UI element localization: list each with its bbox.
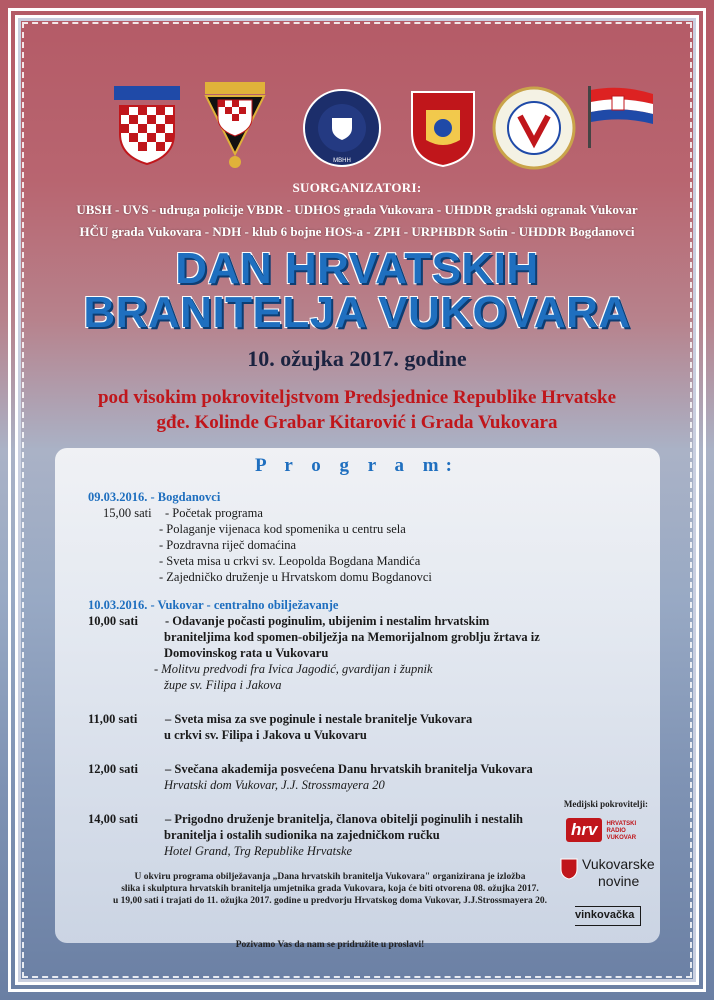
police-association-icon bbox=[302, 88, 382, 168]
day-1-first: - Početak programa bbox=[165, 506, 263, 520]
title-line-1: DAN HRVATSKIH bbox=[175, 244, 539, 293]
event-1 bbox=[88, 613, 648, 629]
logos-row bbox=[112, 78, 652, 178]
event-2-line-2: u crkvi sv. Filipa i Jakova u Vukovaru bbox=[164, 728, 367, 742]
day-1-time: 15,00 sati bbox=[103, 506, 152, 520]
day-2-header: 10.03.2016. - Vukovar - centralno obilježavanje bbox=[88, 598, 339, 612]
event-1-note-2: župe sv. Filipa i Jakova bbox=[164, 678, 282, 692]
note-line-1: U okviru programa obilježavanja „Dana hrvatskih branitelja Vukovara" organizirana je izložba bbox=[134, 872, 526, 882]
vk-logo-text: vinkovačka bbox=[575, 906, 641, 926]
event-2 bbox=[88, 711, 648, 727]
event-3-time: 12,00 sati bbox=[88, 762, 138, 776]
croatian-flag-icon bbox=[586, 84, 656, 150]
note-line-2: slika i skulptura hrvatskih branitelja umjetnika grada Vukovara, koja će biti otvorena 08. ožujka 2017. bbox=[121, 884, 539, 894]
hrv-logo-sub: HRVATSKI RADIO VUKOVAR bbox=[606, 820, 637, 841]
hrv-logo-mark: hrv bbox=[566, 818, 602, 842]
event-3-line-1: – Svečana akademija posvećena Danu hrvatskih branitelja Vukovara bbox=[165, 762, 533, 776]
page-title bbox=[40, 244, 674, 337]
media-sponsors-label: Medijski pokrovitelji: bbox=[563, 799, 648, 809]
coorganizers-line-2: HČU grada Vukovara - NDH - klub 6 bojne HOS-a - ZPH - URPHBDR Sotin - UHDDR Bogdanovci bbox=[79, 224, 635, 239]
vinkovacka-logo bbox=[575, 905, 655, 935]
event-1-line-1: - Odavanje počasti poginulim, ubijenim i nestalim hrvatskim bbox=[165, 614, 490, 628]
croatian-coat-of-arms-icon bbox=[112, 86, 182, 166]
exhibition-note bbox=[100, 871, 560, 907]
svg-text:MBHH: MBHH bbox=[333, 158, 351, 164]
vukovarske-novine-logo bbox=[560, 856, 680, 894]
coorganizers-line-1: UBSH - UVS - udruga policije VBDR - UDHOS grada Vukovara - UHDDR gradski ogranak Vukovar bbox=[76, 202, 638, 217]
patronage-line-1: pod visokim pokroviteljstvom Predsjednice Republike Hrvatske bbox=[97, 387, 617, 408]
coorganizers-label: SUORGANIZATORI: bbox=[292, 180, 422, 195]
patronage-line-2: gđe. Kolinde Grabar Kitarović i Grada Vukovara bbox=[156, 412, 558, 433]
event-4-line-2: branitelja i ostalih sudionika na zajedničkom ručku bbox=[164, 828, 440, 842]
event-1-note-1: - Molitvu predvodi fra Ivica Jagodić, gvardijan i župnik bbox=[154, 662, 433, 676]
event-1-time: 10,00 sati bbox=[88, 614, 138, 628]
event-2-line-1: – Sveta misa za sve poginule i nestale branitelje Vukovara bbox=[165, 712, 473, 726]
program-heading: P r o g r a m: bbox=[255, 455, 459, 476]
event-4 bbox=[88, 811, 648, 827]
vukovar-coat-of-arms-icon bbox=[408, 88, 478, 168]
event-2-time: 11,00 sati bbox=[88, 712, 138, 726]
hrv-radio-logo bbox=[566, 818, 676, 848]
vukovar-shield-icon bbox=[560, 858, 578, 880]
hos-emblem-icon bbox=[200, 82, 270, 170]
day-1-item: - Zajedničko druženje u Hrvatskom domu Bogdanovci bbox=[159, 570, 432, 584]
vn-line-2: novine bbox=[598, 873, 640, 889]
event-3-line-2: Hrvatski dom Vukovar, J.J. Strossmayera 20 bbox=[164, 778, 385, 792]
title-line-2: BRANITELJA VUKOVARA bbox=[83, 288, 631, 337]
event-4-line-3: Hotel Grand, Trg Republike Hrvatske bbox=[164, 844, 353, 858]
event-4-time: 14,00 sati bbox=[88, 812, 138, 826]
day-1-item: - Pozdravna riječ domaćina bbox=[159, 538, 297, 552]
event-1-line-2: braniteljima kod spomen-obilježja na Memorijalnom groblju žrtava iz bbox=[164, 630, 540, 644]
day-1-item: - Sveta misa u crkvi sv. Leopolda Bogdana Mandića bbox=[159, 554, 421, 568]
event-1-line-3: Domovinskog rata u Vukovaru bbox=[164, 646, 329, 660]
veterans-association-icon bbox=[492, 86, 576, 170]
day-1-start bbox=[88, 505, 648, 521]
event-date: 10. ožujka 2017. godine bbox=[247, 346, 467, 371]
invitation: Pozivamo Vas da nam se pridružite u proslavi! bbox=[235, 940, 425, 950]
patronage bbox=[40, 385, 674, 435]
day-1-item: - Polaganje vijenaca kod spomenika u centru sela bbox=[159, 522, 406, 536]
vn-line-1: Vukovarske bbox=[582, 856, 655, 872]
event-4-line-1: – Prigodno druženje branitelja, članova obitelji poginulih i nestalih bbox=[165, 812, 524, 826]
note-line-3: u 19,00 sati i trajati do 11. ožujka 2017. godine u predvorju Hrvatskog doma Vukovar, J.J.Strossmayera 20. bbox=[113, 896, 547, 906]
event-3 bbox=[88, 761, 648, 777]
day-1-header: 09.03.2016. - Bogdanovci bbox=[88, 490, 221, 504]
